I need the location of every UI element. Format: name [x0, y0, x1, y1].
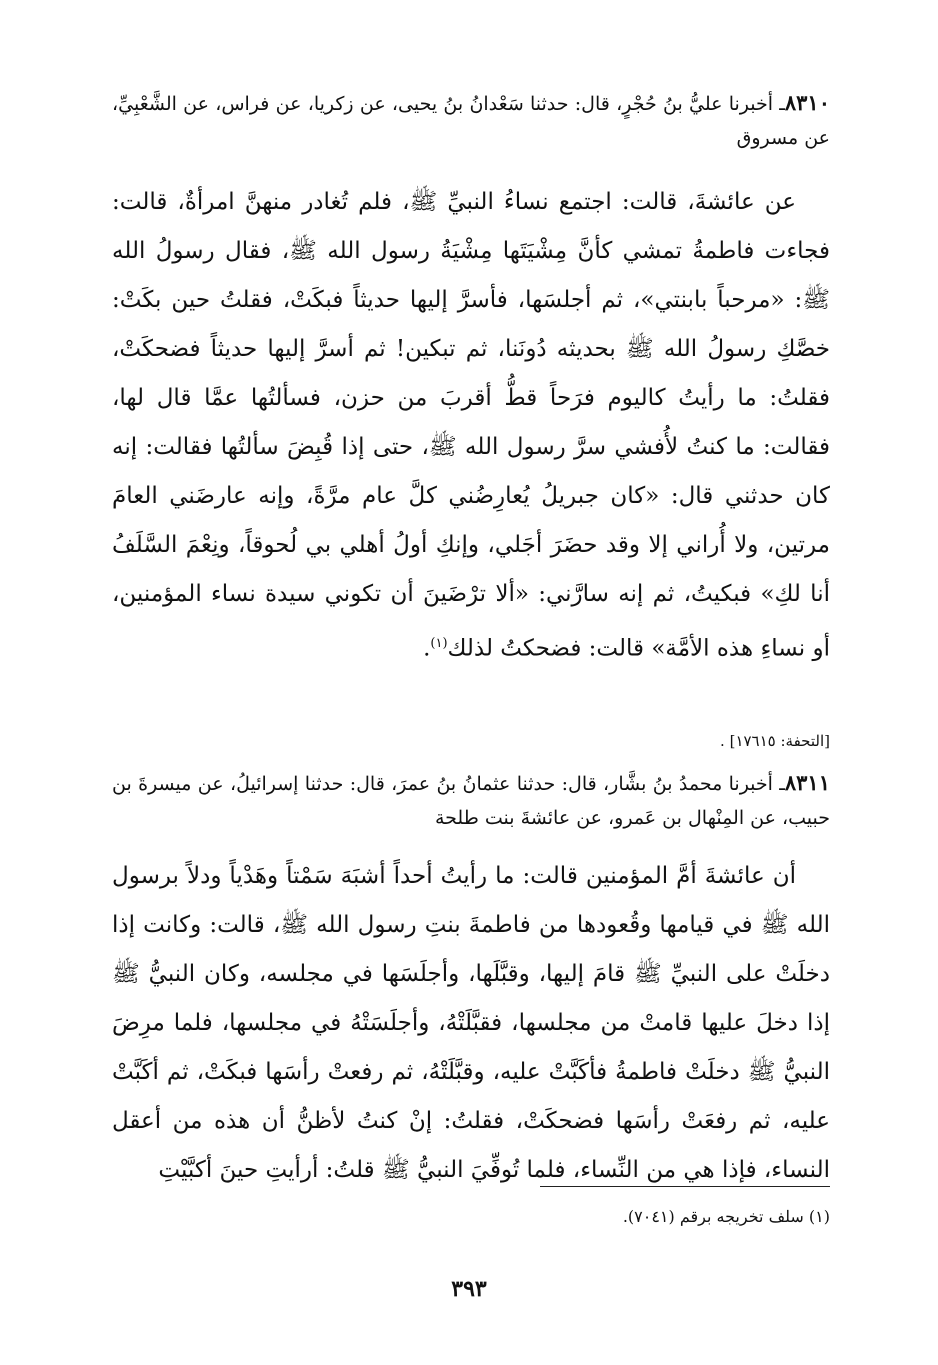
- hadith-8310-number: ٨٣١٠: [784, 90, 830, 115]
- page-number: ٣٩٣: [451, 1276, 487, 1302]
- footnote-separator: [540, 1186, 830, 1187]
- hadith-8311-number: ٨٣١١: [784, 770, 830, 795]
- hadith-8311-matn-text: أن عائشةَ أمَّ المؤمنين قالت: ما رأيتُ أحداً أشبَهَ سَمْتاً وهَدْياً ودلاً برسول الله ﷺ في قيامها وقُعودها من فاطمةَ بنتِ رسول الله ﷺ، قالت: وكانت إذا دخلَتْ على النبيِّ ﷺ قامَ إليها، وقبَّلَها، وأجلَسَها في مجلسه، وكان النبيُّ ﷺ إذا دخلَ عليها قامتْ من مجلسها، فقبَّلَتْهُ، وأجلَسَتْهُ في مجلسها، فلما مرِضَ النبيُّ ﷺ دخلَتْ فاطمةُ فأكَبَّتْ عليه، وقبَّلَتْهُ، ثم رفعتْ رأسَها فبكَتْ، ثم أكَبَّتْ عليه، ثم رفعَتْ رأسَها فضحكَتْ، فقلتُ: إنْ كنتُ لأظنُّ أن هذه من أعقل النساء، فإذا هي من النِّساء، فلما تُوفِّيَ النبيُّ ﷺ قلتُ: أرأيتِ حينَ أكبَّيْتِ: [112, 863, 830, 1183]
- footnote: (١) سلف تخريجه برقم (٧٠٤١).: [622, 1207, 830, 1226]
- hadith-8310-matn-text: عن عائشةَ، قالت: اجتمع نساءُ النبيِّ ﷺ، فلم تُغادر منهنَّ امرأةٌ، قالت: فجاءت فاطمةُ تمشي كأنَّ مِشْيَتَها مِشْيَةُ رسول الله ﷺ، فقال رسولُ الله ﷺ: «مرحباً بابنتي»، ثم أجلسَها، فأسرَّ إليها حديثاً فبكَتْ، فقلتُ حين بكَتْ: خصَّكِ رسولُ الله ﷺ بحديثه دُونَنا، ثم تبكين! ثم أسرَّ إليها حديثاً فضحكَتْ، فقلتُ: ما رأيتُ كاليوم فرَحاً قطُّ أقربَ من حزن، فسألتُها عمَّا قال لها، فقالت: ما كنتُ لأُفشي سرَّ رسول الله ﷺ، حتى إذا قُبِضَ سألتُها فقالت: إنه كان حدثني قال: «كان جبريلُ يُعارِضُني كلَّ عام مرَّةً، وإنه عارضَني العامَ مرتين، ولا أُراني إلا وقد حضَرَ أجَلي، وإنكِ أولُ أهلي بي لُحوقاً، ونِعْمَ السَّلَفُ أنا لكِ» فبكيتُ، ثم إنه سارَّني: «ألا ترْضَينَ أن تكوني سيدة نساء المؤمنين، أو نساءِ هذه الأمَّة» قالت: فضحكتُ لذلك: [112, 189, 830, 662]
- hadith-8310-isnad: [112, 86, 830, 155]
- hadith-8311-matn: [112, 852, 830, 1195]
- footnote-marker: (١): [430, 636, 448, 651]
- hadith-8311-isnad: [112, 766, 830, 835]
- tuhfa-reference: [التحفة: ١٧٦١٥] .: [720, 732, 830, 750]
- hadith-8310-matn: عن عائشةَ، قالت: اجتمع نساءُ النبيِّ ﷺ، فلم تُغادر منهنَّ امرأةٌ، قالت: فجاءت فاطمةُ تمشي كأنَّ مِشْيَتَها مِشْيَةُ رسول الله ﷺ، فقال رسولُ الله ﷺ: «مرحباً بابنتي»، ثم أجلسَها، فأسرَّ إليها حديثاً فبكَتْ، فقلتُ حين بكَتْ: خصَّكِ رسولُ الله ﷺ بحديثه دُونَنا، ثم تبكين! ثم أسرَّ إليها حديثاً فضحكَتْ، فقلتُ: ما رأيتُ كاليوم فرَحاً قطُّ أقربَ من حزن، فسألتُها عمَّا قال لها، فقالت: ما كنتُ لأُفشي سرَّ رسول الله ﷺ، حتى إذا قُبِضَ سألتُها فقالت: إنه كان حدثني قال: «كان جبريلُ يُعارِضُني كلَّ عام مرَّةً، وإنه عارضَني العامَ مرتين، ولا أُراني إلا وقد حضَرَ أجَلي، وإنكِ أولُ أهلي بي لُحوقاً، ونِعْمَ السَّلَفُ أنا لكِ» فبكيتُ، ثم إنه سارَّني: «ألا ترْضَينَ أن تكوني سيدة نساء المؤمنين، أو نساءِ هذه الأمَّة» قالت: فضحكتُ لذلك$^{(١)}$.: [112, 189, 830, 662]
- hadith-8311-isnad-text: ـ أخبرنا محمدُ بنُ بشَّار، قال: حدثنا عثمانُ بنُ عمرَ، قال: حدثنا إسرائيلُ، عن ميسرةَ بن حبيب، عن المِنْهال بن عَمرو، عن عائشةَ بنت طلحة: [112, 773, 830, 829]
- hadith-8310-isnad-text: ـ أخبرنا عليُّ بنُ حُجْرٍ، قال: حدثنا سَعْدانُ بنُ يحيى، عن زكريا، عن فراس، عن الشَّعْبِيِّ، عن مسروق: [112, 93, 830, 149]
